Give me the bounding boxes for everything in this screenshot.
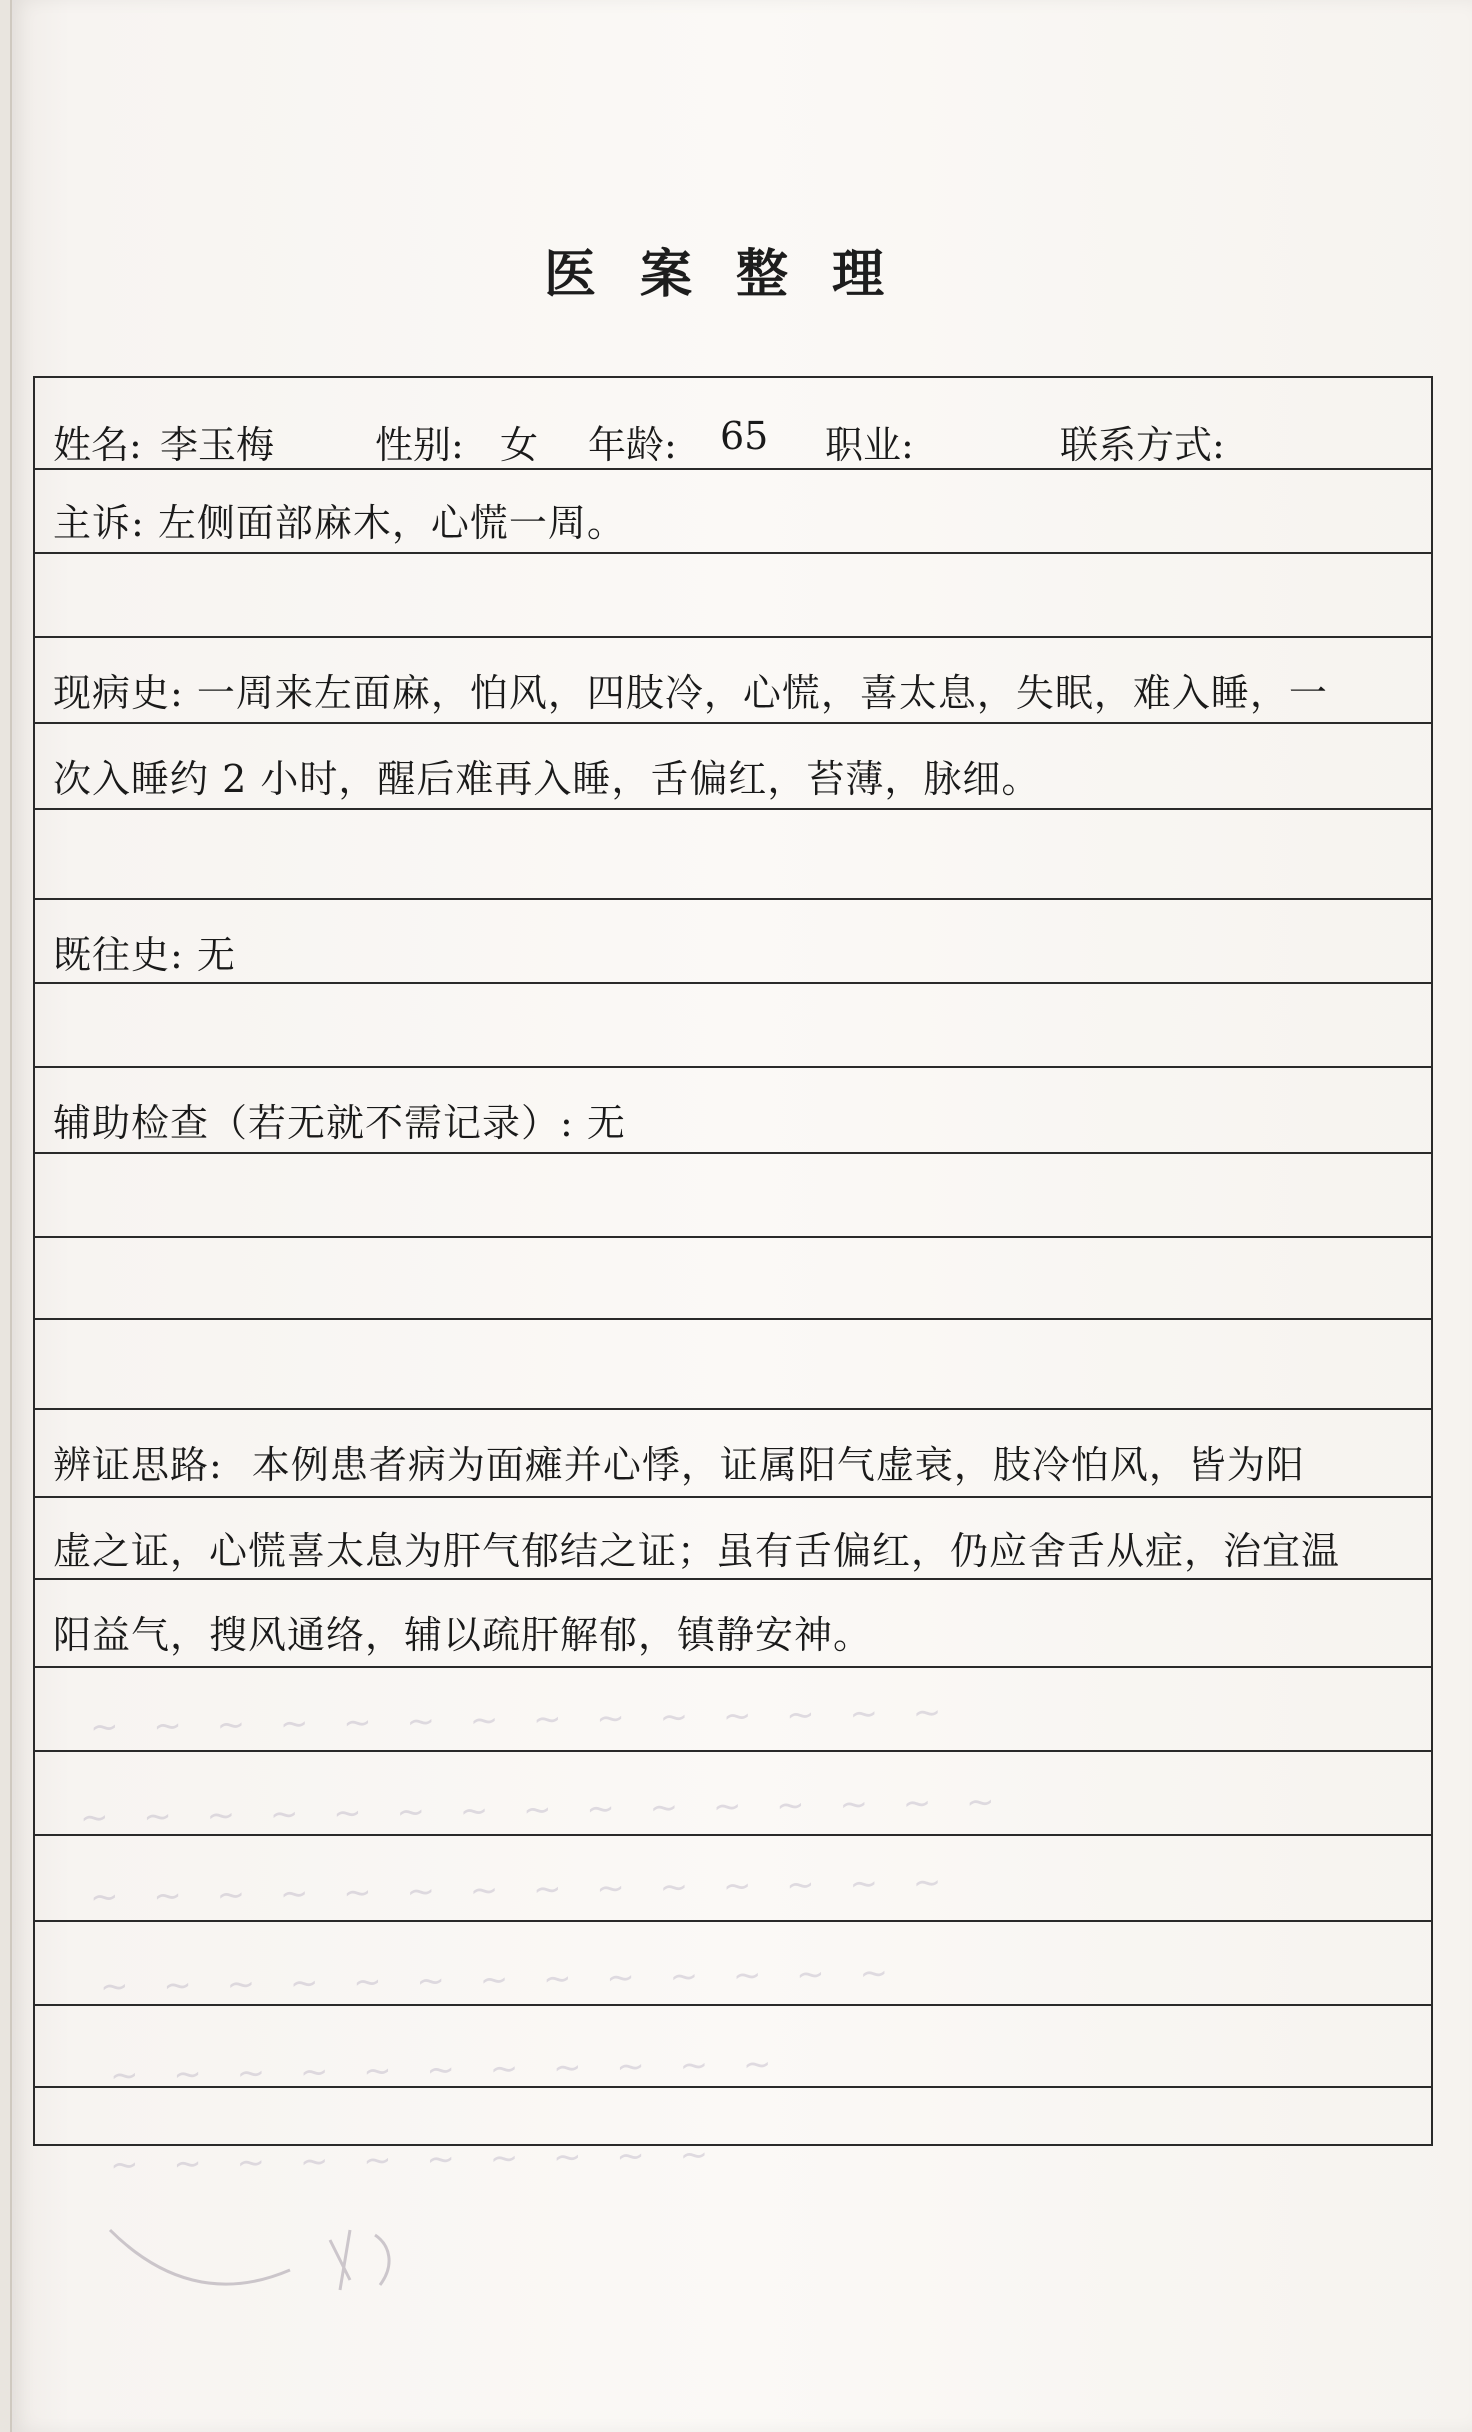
patient-gender: 女 (500, 423, 539, 467)
rule-line (35, 1496, 1431, 1498)
rule-line (35, 2086, 1431, 2088)
past-history-label: 既往史: (53, 933, 184, 977)
bleed-through-text: ~ ~ ~ ~ ~ ~ ~ ~ ~ ~ ~ (109, 2044, 784, 2096)
gender-label: 性别: (375, 423, 464, 467)
rule-line (35, 898, 1431, 900)
differentiation-text-1: 本例患者病为面瘫并心悸，证属阳气虚衰，肢冷怕风，皆为阳 (251, 1443, 1305, 1487)
rule-line (35, 1152, 1431, 1154)
patient-name: 李玉梅 (160, 423, 275, 467)
bleed-through-text: ~ ~ ~ ~ ~ ~ ~ ~ ~ ~ ~ ~ ~ (99, 1953, 901, 2007)
rule-line (35, 982, 1431, 984)
chief-complaint-text: 左侧面部麻木，心慌一周。 (157, 501, 626, 545)
name-label: 姓名: (53, 423, 142, 467)
past-history-text: 无 (196, 933, 236, 977)
auxiliary-exam (53, 1092, 626, 1147)
chief-complaint-label: 主诉: (53, 501, 145, 545)
auxiliary-exam-label: 辅助检查（若无就不需记录）: (53, 1101, 574, 1145)
differentiation-line-3: 阳益气，搜风通络，辅以疏肝解郁，镇静安神。 (53, 1613, 873, 1657)
rule-line (35, 808, 1431, 810)
present-history-line-2: 次入睡约 2 小时，醒后难再入睡，舌偏红，苔薄，脉细。 (53, 757, 1041, 801)
rule-line (35, 1066, 1431, 1068)
differentiation-line-2: 虚之证，心慌喜太息为肝气郁结之证；虽有舌偏红，仍应舍舌从症，治宜温 (53, 1529, 1341, 1573)
rule-line (35, 552, 1431, 554)
bleed-through-text: ~ ~ ~ ~ ~ ~ ~ ~ ~ ~ ~ ~ ~ ~ (89, 1862, 954, 1918)
bleed-through-text: ~ ~ ~ ~ ~ ~ ~ ~ ~ ~ ~ ~ ~ ~ (89, 1692, 954, 1748)
age-label: 年龄: (588, 423, 677, 467)
contact-label: 联系方式: (1060, 423, 1225, 467)
bleed-through-text: ~ ~ ~ ~ ~ ~ ~ ~ ~ ~ ~ ~ ~ ~ ~ (79, 1781, 1007, 1839)
rule-line (35, 1318, 1431, 1320)
present-history-label: 现病史: (53, 671, 184, 715)
rule-line (35, 1578, 1431, 1580)
present-history-text-1: 一周来左面麻，怕风，四肢冷，心慌，喜太息，失眠，难入睡，一 (196, 671, 1328, 715)
rule-line (35, 1408, 1431, 1410)
case-record-form (33, 376, 1433, 2146)
differentiation-line-1 (53, 1434, 1305, 1489)
rule-line (35, 1666, 1431, 1668)
rule-line (35, 1750, 1431, 1752)
past-history (53, 924, 236, 979)
rule-line (35, 2004, 1431, 2006)
rule-line (35, 1834, 1431, 1836)
differentiation-label: 辨证思路: (53, 1443, 223, 1487)
auxiliary-exam-text: 无 (586, 1101, 626, 1145)
patient-age: 65 (720, 414, 769, 458)
chief-complaint (53, 492, 626, 547)
bleed-through-text: ~ ~ ~ ~ ~ ~ ~ ~ ~ ~ (109, 2134, 721, 2186)
rule-line (35, 468, 1431, 470)
occupation-label: 职业: (825, 423, 914, 467)
rule-line (35, 722, 1431, 724)
rule-line (35, 1236, 1431, 1238)
rule-line (35, 1920, 1431, 1922)
present-history-line-1 (53, 662, 1328, 717)
faint-signature (100, 2190, 440, 2310)
rule-line (35, 636, 1431, 638)
page-title: 医案整理 (543, 244, 928, 305)
